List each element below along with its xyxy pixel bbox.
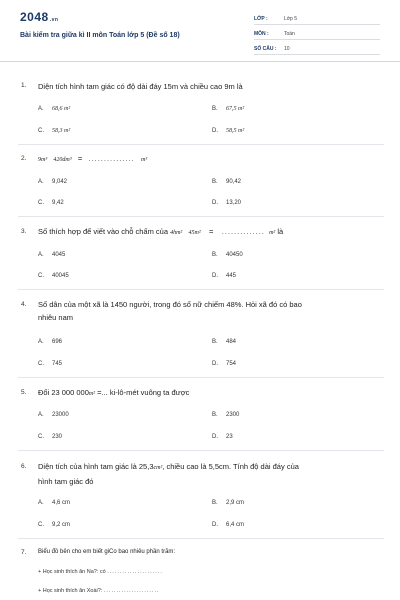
option-value: 90,42 [226,179,242,185]
option-label: D. [212,273,218,279]
meta-subject-key: MÔN : [254,31,269,37]
q3-unit: m² [269,230,276,236]
option-label: B. [212,252,218,258]
question-6-number: 6. [21,463,27,470]
q6-unit: cm² [153,465,163,471]
option-value: 6,4 cm [226,522,245,528]
q1-option-a[interactable] [38,106,70,112]
q7-line-1 [38,569,163,575]
option-label: A. [38,179,44,185]
q7-line-2 [38,588,160,594]
option-label: C. [38,434,44,440]
q7-line-1-blank[interactable]: ...................... [107,569,163,575]
q6-option-c[interactable] [38,522,70,528]
option-label: D. [212,128,218,134]
question-4-number: 4. [21,301,27,308]
question-1-text: Diện tích hình tam giác có độ dài đáy 15m và chiều cao 9m là [38,82,243,91]
option-value: 4045 [52,252,66,258]
question-3-number: 3. [21,228,27,235]
q3-option-a[interactable] [38,252,65,258]
option-value: 2300 [226,412,240,418]
q4-option-d[interactable] [212,361,236,367]
option-label: A. [38,500,44,506]
option-value: 23000 [52,412,69,418]
question-7-number: 7. [21,549,27,556]
divider [18,450,384,451]
q2-option-b[interactable] [212,179,241,185]
q6-line-2: hình tam giác đó [38,477,94,486]
q1-option-b[interactable] [212,106,244,112]
question-5-number: 5. [21,389,27,396]
logo-main: 2048 [20,10,49,24]
option-value: 696 [52,339,63,345]
option-label: B. [212,179,218,185]
option-label: B. [212,500,218,506]
site-logo[interactable] [20,10,58,24]
q2-equals: = [77,154,83,163]
q5-part-1: Đổi 23 000 000 [38,388,89,397]
q2-option-a[interactable] [38,179,67,185]
q2-unit: m³ [141,157,148,163]
option-label: D. [212,200,218,206]
q3-part-3: 45m² [188,230,201,236]
option-label: A. [38,339,44,345]
option-value: 40450 [226,252,243,258]
option-value: 484 [226,339,237,345]
q3-end: là [277,227,284,236]
meta-class-value: Lớp 5 [284,16,298,22]
option-label: C. [38,273,44,279]
divider [18,377,384,378]
q6-option-a[interactable] [38,500,70,506]
option-value: 58,5 m² [226,128,245,134]
q1-option-d[interactable] [212,128,244,134]
question-2-number: 2. [21,155,27,162]
q3-option-c[interactable] [38,273,69,279]
meta-class-key: LỚP : [254,16,268,22]
option-value: 445 [226,273,237,279]
meta-subject-value: Toán [284,31,295,37]
divider [18,216,384,217]
q5-option-a[interactable] [38,412,69,418]
q5-part-3: =... ki-lô-mét vuông ta được [97,388,190,397]
q4-option-b[interactable] [212,339,236,345]
option-value: 68,6 m² [52,106,71,112]
divider [18,144,384,145]
meta-count-value: 10 [284,46,290,52]
q3-part-1: Số thích hợp để viết vào chỗ chấm của [38,227,168,236]
q5-option-d[interactable] [212,434,233,440]
option-label: A. [38,412,44,418]
question-2-text [38,152,383,167]
question-1-number: 1. [21,82,27,89]
option-label: C. [38,128,44,134]
q4-option-a[interactable] [38,339,62,345]
option-label: B. [212,412,218,418]
divider [18,538,384,539]
option-value: 4,6 cm [52,500,71,506]
question-6-text [38,460,383,488]
q5-option-b[interactable] [212,412,239,418]
option-value: 230 [52,434,63,440]
option-value: 23 [226,434,233,440]
option-value: 40045 [52,273,69,279]
option-label: B. [212,339,218,345]
q7-line-1-prefix: + Học sinh thích ăn Na?: có [38,569,106,575]
option-label: D. [212,361,218,367]
q6-option-d[interactable] [212,522,244,528]
q6-line-1 [38,460,383,475]
option-value: 754 [226,361,237,367]
option-label: A. [38,106,44,112]
q1-option-c[interactable] [38,128,70,134]
option-label: D. [212,434,218,440]
question-5-text [38,386,383,401]
q3-part-2: 4hm² [170,230,183,236]
q5-option-c[interactable] [38,434,62,440]
q7-line-2-blank[interactable]: ...................... [103,588,160,594]
q2-blank[interactable]: ............... [88,154,135,163]
question-7-text: Biểu đồ bên cho em biết giCo bao nhiêu phần trăm: [38,549,176,555]
question-3-text [38,225,383,240]
exam-title: Bài kiểm tra giữa kì II môn Toán lớp 5 (Đề số 18) [20,32,180,39]
option-value: 9,042 [52,179,68,185]
option-value: 58,3 m² [52,128,71,134]
meta-count-key: SỐ CÂU : [254,46,277,52]
q2-part-2: 420dm³ [53,157,72,163]
option-value: 13,20 [226,200,242,206]
question-4-text [38,298,383,324]
q3-blank[interactable]: .............. [221,227,265,236]
option-value: 745 [52,361,63,367]
option-value: 9,42 [52,200,64,206]
divider [18,289,384,290]
q6-option-b[interactable] [212,500,244,506]
q3-equals: = [208,227,214,236]
exam-header [0,0,400,62]
q6-part-1: Diện tích của hình tam giác là 25,3 [38,462,154,471]
q4-option-c[interactable] [38,361,62,367]
q2-option-c[interactable] [38,200,64,206]
option-label: B. [212,106,218,112]
meta-subject [254,29,380,40]
q6-part-3: , chiều cao là 5,5cm. Tính độ dài đáy của [162,462,299,471]
q5-unit: m² [88,391,96,397]
q7-line-2-prefix: + Học sinh thích ăn Xoài?: [38,588,103,594]
q2-option-d[interactable] [212,200,241,206]
option-label: C. [38,200,44,206]
meta-count [254,44,380,55]
option-label: C. [38,361,44,367]
q4-line-1: Số dân của một xã là 1450 người, trong đó số nữ chiếm 48%. Hỏi xã đó có bao [38,300,302,309]
option-label: C. [38,522,44,528]
meta-class [254,14,380,25]
q2-part-1: 9m³ [38,157,48,163]
option-value: 9,2 cm [52,522,71,528]
option-value: 67,5 m² [226,106,245,112]
option-label: D. [212,522,218,528]
logo-sub: .vn [49,17,59,23]
q3-option-d[interactable] [212,273,236,279]
option-value: 2,9 cm [226,500,245,506]
q3-option-b[interactable] [212,252,243,258]
q4-line-2: nhiêu nam [38,313,74,322]
option-label: A. [38,252,44,258]
